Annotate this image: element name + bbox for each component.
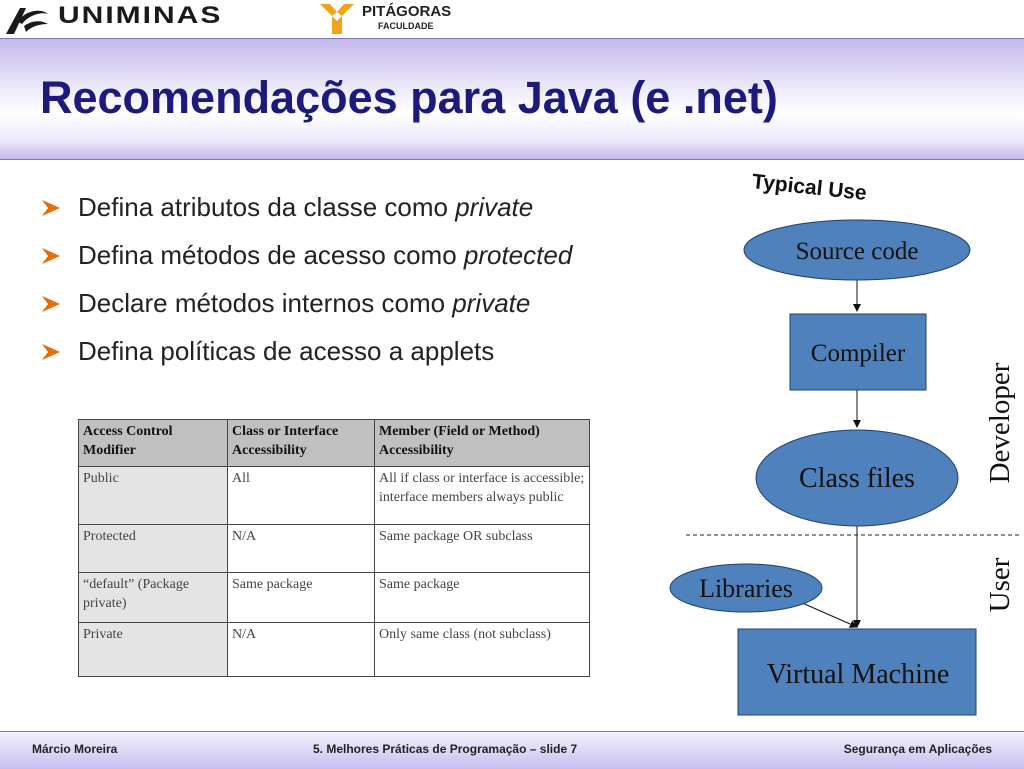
table-header-cell: Class or Interface Accessibility: [228, 420, 375, 467]
table-header-cell: Member (Field or Method) Accessibility: [375, 420, 590, 467]
table-cell: Protected: [79, 525, 228, 573]
bullet-item: [40, 190, 572, 238]
table-cell: N/A: [228, 623, 375, 677]
bullet-emphasis: protected: [463, 240, 573, 270]
table-header-row: [79, 420, 590, 467]
uniminas-logo-icon: [2, 4, 52, 36]
footer-author: Márcio Moreira: [32, 742, 118, 756]
footer-bar: [0, 731, 1024, 769]
bullet-emphasis: private: [455, 192, 534, 222]
table-row: [79, 623, 590, 677]
logo-bar: [0, 0, 1024, 38]
uniminas-wordmark: UNIMINAS: [58, 2, 223, 29]
table-cell: All: [228, 467, 375, 525]
user-label: User: [984, 557, 1016, 613]
table-row: [79, 467, 590, 525]
table-cell: Only same class (not subclass): [375, 623, 590, 677]
footer-slide-info: 5. Melhores Práticas de Programação – slide 7: [313, 742, 578, 756]
table-cell: Same package: [375, 573, 590, 623]
access-control-table: [78, 419, 590, 677]
bullet-text: Defina atributos da classe como: [78, 192, 456, 222]
compiler-label: Compiler: [810, 340, 906, 367]
table-cell: Private: [79, 623, 228, 677]
bullet-text: Defina métodos de acesso como: [78, 240, 464, 270]
bullet-item: [40, 334, 572, 382]
bullet-emphasis: private: [452, 288, 531, 318]
bullet-text: Defina políticas de acesso a applets: [78, 336, 495, 366]
source-code-label: Source code: [795, 238, 919, 265]
pitagoras-subtitle: FACULDADE: [378, 21, 434, 31]
bullet-item: [40, 286, 572, 334]
pitagoras-wordmark: PITÁGORAS: [362, 3, 452, 20]
table-cell: Same package OR subclass: [375, 525, 590, 573]
table-cell: “default” (Package private): [79, 573, 228, 623]
arrow-bullet-icon: [40, 294, 62, 314]
developer-label: Developer: [984, 362, 1016, 484]
pitagoras-logo-icon: [318, 2, 356, 36]
virtual-machine-label: Virtual Machine: [766, 659, 950, 690]
bullet-item: [40, 238, 572, 286]
slide-title: Recomendações para Java (e .net): [40, 72, 778, 123]
table-cell: All if class or interface is accessible; interface members always public: [375, 467, 590, 525]
bullet-list: [40, 190, 572, 382]
table-cell: N/A: [228, 525, 375, 573]
class-files-label: Class files: [799, 463, 915, 494]
table-header-cell: Access Control Modifier: [79, 420, 228, 467]
footer-course: Segurança em Aplicações: [843, 742, 992, 756]
arrow-bullet-icon: [40, 198, 62, 218]
bullet-text: Declare métodos internos como: [78, 288, 453, 318]
arrow-bullet-icon: [40, 342, 62, 362]
table-cell: Same package: [228, 573, 375, 623]
arrow-bullet-icon: [40, 246, 62, 266]
diagram-heading: Typical Use: [750, 170, 868, 205]
table-row: [79, 573, 590, 623]
table-row: [79, 525, 590, 573]
libraries-label: Libraries: [699, 574, 793, 603]
typical-use-diagram: [660, 165, 1024, 725]
arrow-libraries-to-vm: [800, 602, 857, 627]
table-cell: Public: [79, 467, 228, 525]
